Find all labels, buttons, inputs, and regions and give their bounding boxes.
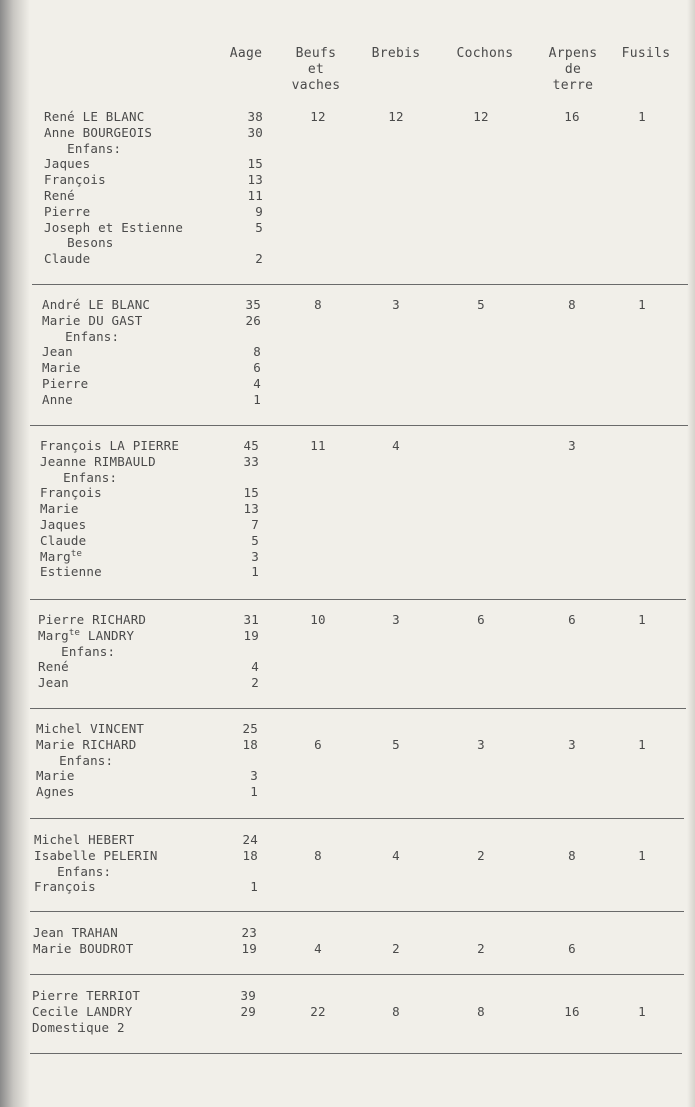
member-name: Joseph et Estienne: [44, 219, 184, 235]
member-age: 3: [250, 768, 258, 784]
member-name: Claude: [40, 532, 87, 548]
family-divider: [32, 284, 688, 285]
header-fusils: Fusils: [621, 46, 671, 61]
member-age: 18: [242, 736, 258, 752]
member-name: René LE BLANC: [44, 109, 145, 124]
member-name: Anne: [42, 391, 73, 407]
member-age: 8: [253, 344, 261, 360]
member-name: Besons: [44, 235, 114, 251]
member-age: 11: [247, 188, 263, 203]
header-arpens: Arpens de terre: [548, 46, 598, 93]
member-age: 33: [243, 453, 259, 469]
stat-brebis: 5: [392, 736, 400, 752]
stat-fusils: 1: [638, 297, 646, 312]
member-name: Marie: [40, 501, 79, 517]
stat-cochons: 8: [477, 1003, 485, 1019]
member-age: 19: [243, 627, 259, 643]
stat-beufs: 22: [310, 1003, 326, 1019]
family-divider: [30, 911, 684, 912]
member-name: Marie DU GAST: [42, 312, 143, 328]
member-age: 29: [240, 1003, 256, 1019]
stat-cochons: 12: [473, 109, 489, 124]
stat-arpens: 3: [568, 438, 576, 453]
member-name: Pierre: [44, 203, 91, 219]
member-name: Marg$^{te}$ LANDRY: [38, 627, 135, 643]
member-age: 1: [250, 784, 258, 800]
stat-fusils: 1: [638, 109, 646, 124]
stat-fusils: 1: [638, 847, 646, 863]
stat-cochons: 2: [477, 940, 485, 956]
stat-beufs: 8: [314, 297, 322, 312]
member-name: René: [38, 659, 69, 675]
member-name: Jaques: [44, 156, 91, 172]
member-age: 15: [243, 485, 259, 501]
member-name: Enfans:: [34, 863, 112, 879]
stat-brebis: 2: [392, 940, 400, 956]
member-name: Michel VINCENT: [36, 721, 145, 736]
member-name: Isabelle PELERIN: [34, 847, 158, 863]
stat-cochons: 2: [477, 847, 485, 863]
stat-beufs: 8: [314, 847, 322, 863]
member-name: François: [34, 879, 96, 895]
member-name: André LE BLANC: [42, 297, 151, 312]
member-name: Jean TRAHAN: [33, 925, 118, 940]
stat-arpens: 16: [564, 109, 580, 124]
member-name: Enfans:: [38, 643, 116, 659]
member-name: Marie BOUDROT: [33, 940, 134, 956]
member-age: 15: [247, 156, 263, 172]
stat-arpens: 6: [568, 940, 576, 956]
stat-beufs: 11: [310, 438, 326, 453]
family-divider: [30, 425, 688, 426]
member-name: Jean: [42, 344, 73, 360]
member-name: Agnes: [36, 784, 75, 800]
member-age: 30: [247, 124, 263, 140]
member-age: 7: [251, 517, 259, 532]
member-name: Anne BOURGEOIS: [44, 124, 153, 140]
stat-fusils: 1: [638, 1003, 646, 1019]
member-name: Jeanne RIMBAULD: [40, 453, 156, 469]
member-age: 9: [255, 203, 263, 219]
stat-fusils: 1: [638, 612, 646, 627]
header-brebis: Brebis: [371, 46, 421, 61]
member-name: Enfans:: [44, 140, 122, 156]
member-age: 31: [243, 612, 259, 627]
stat-fusils: 1: [638, 736, 646, 752]
member-name: Marg$^{te}$: [40, 548, 83, 564]
member-age: 38: [247, 109, 263, 124]
member-age: 13: [247, 172, 263, 188]
member-name: François: [44, 172, 106, 188]
member-age: 45: [243, 438, 259, 453]
family-divider: [30, 818, 684, 819]
member-name: Pierre RICHARD: [38, 612, 147, 627]
member-age: 5: [251, 532, 259, 548]
member-name: François: [40, 485, 102, 501]
stat-arpens: 3: [568, 736, 576, 752]
member-age: 23: [241, 925, 257, 940]
stat-brebis: 3: [392, 297, 400, 312]
stat-beufs: 10: [310, 612, 326, 627]
family-divider: [30, 599, 686, 600]
member-name: Pierre TERRIOT: [32, 988, 141, 1003]
family-divider: [30, 1053, 682, 1054]
member-name: René: [44, 188, 75, 203]
binding-shadow: [0, 0, 30, 1107]
member-age: 25: [242, 721, 258, 736]
stat-brebis: 4: [392, 438, 400, 453]
stat-arpens: 16: [564, 1003, 580, 1019]
member-age: 18: [242, 847, 258, 863]
member-age: 3: [251, 548, 259, 564]
stat-brebis: 8: [392, 1003, 400, 1019]
member-age: 1: [251, 564, 259, 580]
member-name: Enfans:: [40, 469, 118, 485]
member-age: 1: [250, 879, 258, 895]
member-age: 6: [253, 360, 261, 376]
member-age: 5: [255, 219, 263, 235]
member-age: 24: [242, 832, 258, 847]
member-age: 13: [243, 501, 259, 517]
member-name: Marie RICHARD: [36, 736, 137, 752]
member-name: François LA PIERRE: [40, 438, 180, 453]
page-edge: [687, 0, 695, 1107]
stat-brebis: 12: [388, 109, 404, 124]
stat-cochons: 6: [477, 612, 485, 627]
stat-cochons: 5: [477, 297, 485, 312]
member-age: 39: [240, 988, 256, 1003]
stat-beufs: 6: [314, 736, 322, 752]
member-age: 1: [253, 391, 261, 407]
stat-arpens: 6: [568, 612, 576, 627]
header-cochons: Cochons: [456, 46, 514, 61]
member-age: 2: [255, 251, 263, 267]
stat-arpens: 8: [568, 297, 576, 312]
stat-brebis: 4: [392, 847, 400, 863]
member-name: Jaques: [40, 517, 87, 532]
member-name: Pierre: [42, 376, 89, 391]
member-age: 2: [251, 675, 259, 691]
member-name: Enfans:: [36, 752, 114, 768]
member-age: 26: [245, 312, 261, 328]
header-beufs: Beufs et vaches: [291, 46, 341, 93]
member-name: Michel HEBERT: [34, 832, 135, 847]
stat-brebis: 3: [392, 612, 400, 627]
family-divider: [30, 974, 684, 975]
member-name: Marie: [36, 768, 75, 784]
stat-cochons: 3: [477, 736, 485, 752]
member-age: 4: [253, 376, 261, 391]
stat-arpens: 8: [568, 847, 576, 863]
member-name: Cecile LANDRY: [32, 1003, 133, 1019]
member-name: Marie: [42, 360, 81, 376]
member-name: Claude: [44, 251, 91, 267]
member-age: 35: [245, 297, 261, 312]
stat-beufs: 4: [314, 940, 322, 956]
header-aage: Aage: [229, 46, 263, 61]
family-divider: [30, 708, 686, 709]
stat-beufs: 12: [310, 109, 326, 124]
member-name: Enfans:: [42, 328, 120, 344]
member-name: Jean: [38, 675, 69, 691]
member-age: 19: [241, 940, 257, 956]
member-name: Domestique 2: [32, 1019, 125, 1035]
member-age: 4: [251, 659, 259, 675]
member-name: Estienne: [40, 564, 102, 580]
